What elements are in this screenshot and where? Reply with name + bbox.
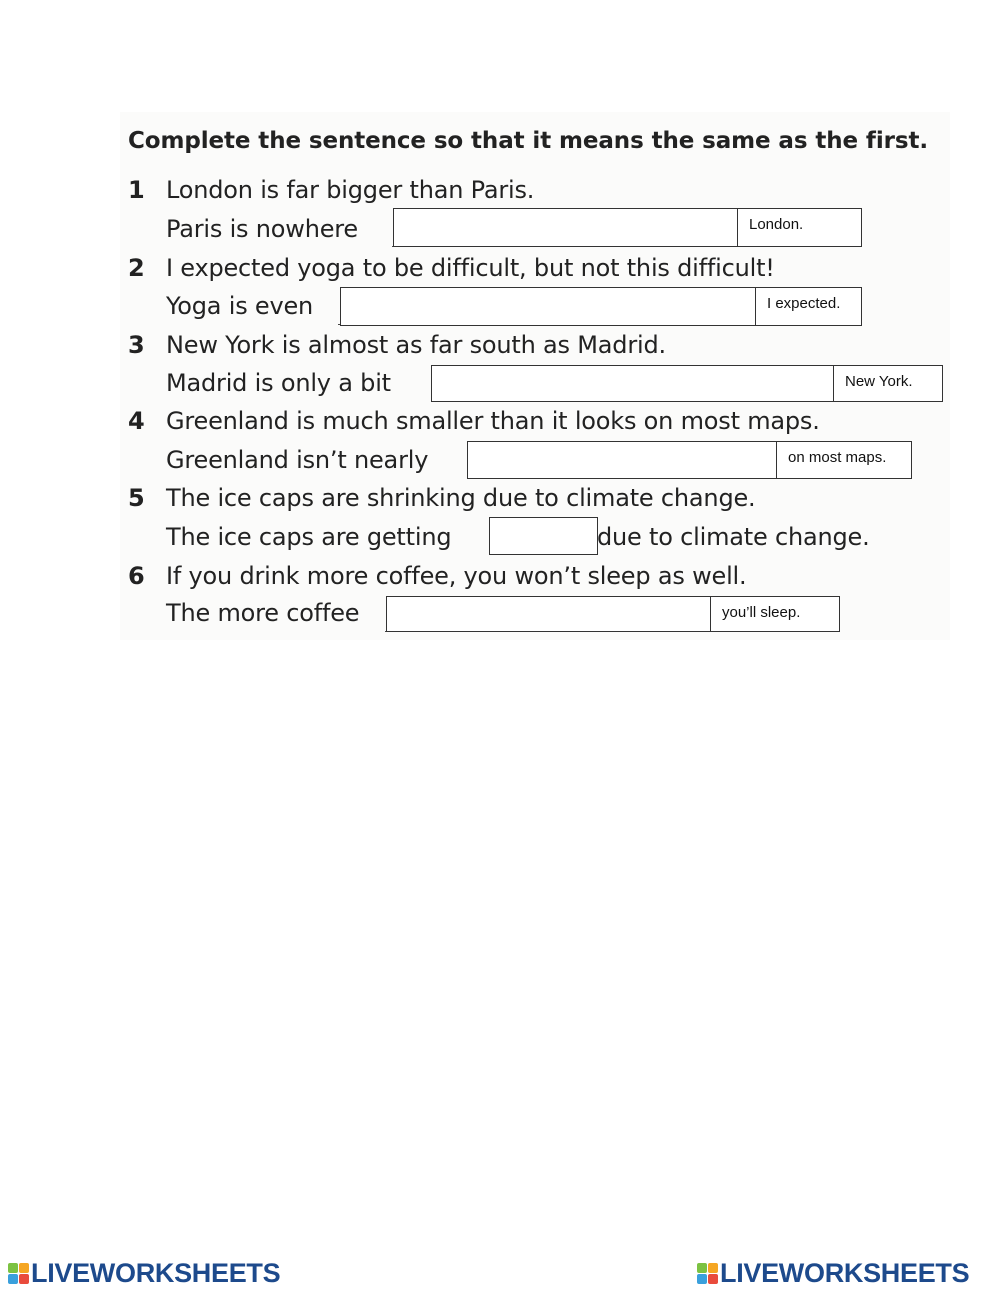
liveworksheets-logo-left [8,1258,280,1288]
answer-input-6[interactable] [386,596,712,632]
item-2-prompt: Yoga is even [166,292,314,320]
answer-input-4[interactable] [467,441,778,479]
instruction-heading: Complete the sentence so that it means the same as the first. [128,128,928,154]
suffix-label-4: on most maps. [776,441,912,479]
item-number: 6 [128,562,145,590]
item-6-sentence: If you drink more coffee, you won’t sleep as well. [166,562,747,590]
suffix-label-2: I expected. [755,287,862,326]
suffix-label-6: you’ll sleep. [710,596,840,632]
item-6-prompt: The more coffee [166,599,360,627]
item-number: 1 [128,176,145,204]
item-number: 3 [128,331,145,359]
liveworksheets-logo-icon [8,1263,29,1284]
item-5-suffix: due to climate change. [597,523,870,551]
item-number: 4 [128,407,145,435]
liveworksheets-logo-right [697,1258,969,1288]
suffix-label-1: London. [737,208,862,247]
item-4-prompt: Greenland isn’t nearly [166,446,429,474]
item-1-sentence: London is far bigger than Paris. [166,176,535,204]
item-1-prompt: Paris is nowhere [166,215,358,243]
liveworksheets-wordmark: LIVEWORKSHEETS [720,1257,970,1288]
answer-input-5[interactable] [489,517,598,555]
item-5-prompt: The ice caps are getting [166,523,452,551]
answer-input-2[interactable] [340,287,757,326]
item-4-sentence: Greenland is much smaller than it looks on most maps. [166,407,820,435]
item-5-sentence: The ice caps are shrinking due to climate change. [166,484,756,512]
suffix-label-3: New York. [833,365,943,402]
answer-input-1[interactable] [393,208,739,247]
answer-input-3[interactable] [431,365,835,402]
item-number: 2 [128,254,145,282]
liveworksheets-wordmark: LIVEWORKSHEETS [31,1257,281,1288]
item-number: 5 [128,484,145,512]
liveworksheets-logo-icon [697,1263,718,1284]
item-3-sentence: New York is almost as far south as Madrid. [166,331,666,359]
item-2-sentence: I expected yoga to be difficult, but not this difficult! [166,254,775,282]
item-3-prompt: Madrid is only a bit [166,369,391,397]
